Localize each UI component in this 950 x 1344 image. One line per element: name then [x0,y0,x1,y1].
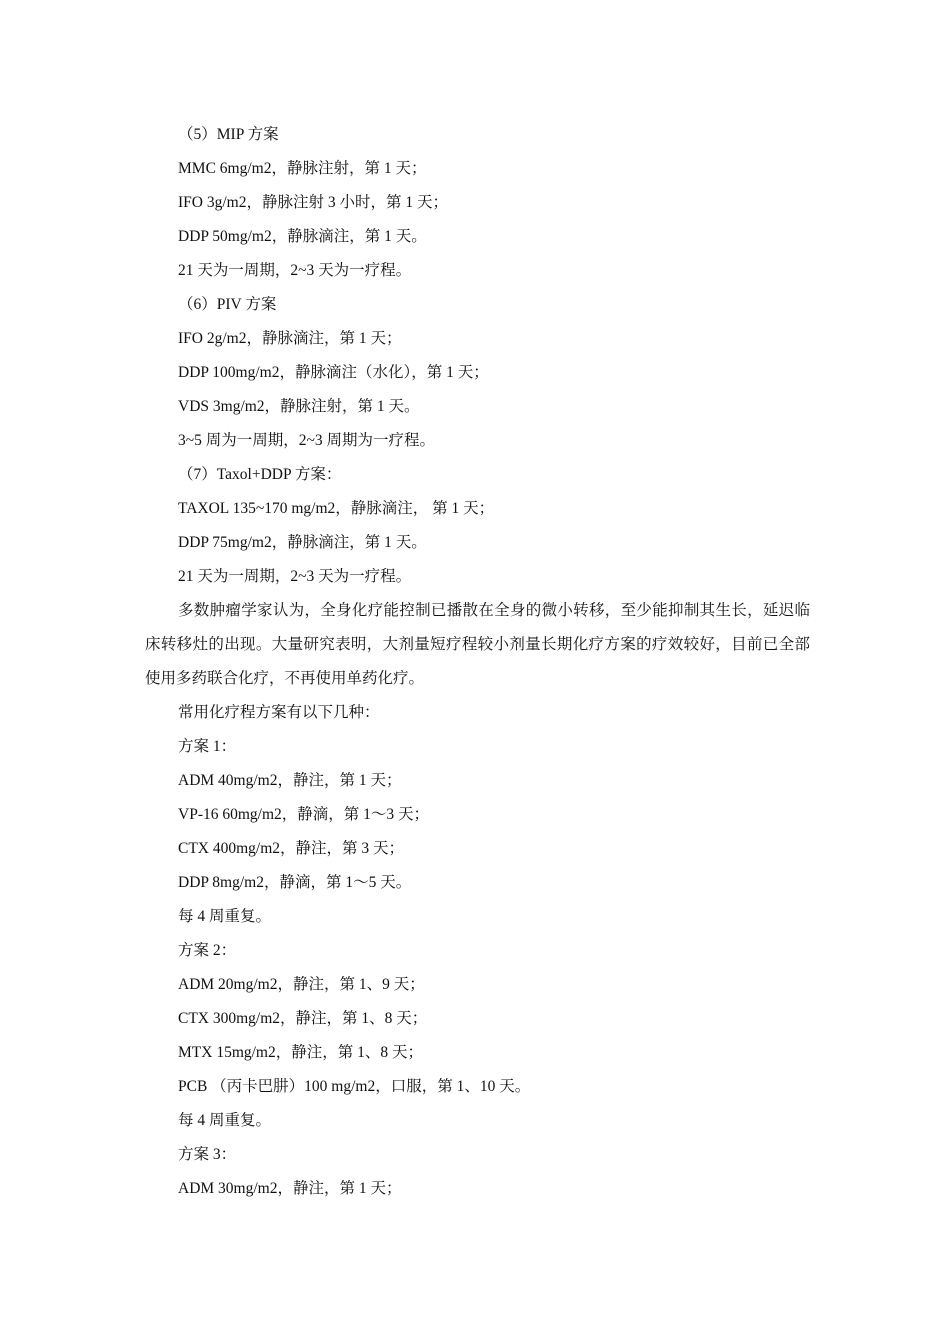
text-line: IFO 3g/m2，静脉注射 3 小时，第 1 天； [178,194,448,211]
text-line: MMC 6mg/m2，静脉注射，第 1 天； [178,160,427,177]
heading-taxol-ddp-regimen: （7）Taxol+DDP 方案： [178,466,342,483]
text-line: 3~5 周为一周期，2~3 周期为一疗程。 [178,432,436,449]
text-line: MTX 15mg/m2，静注，第 1、8 天； [178,1044,423,1061]
body-paragraph: 多数肿瘤学家认为，全身化疗能控制已播散在全身的微小转移，至少能抑制其生长，延迟临床转移灶的出现。大量研究表明，大剂量短疗程较小剂量长期化疗方案的疗效较好，目前已全部使用多药联合化疗，不再使用单药化疗。 [145,602,810,687]
text-line: CTX 300mg/m2，静注，第 1、8 天； [178,1010,428,1027]
text-line: DDP 100mg/m2，静脉滴注（水化），第 1 天； [178,364,489,381]
text-line: DDP 75mg/m2，静脉滴注，第 1 天。 [178,534,427,551]
text-line: DDP 8mg/m2，静滴，第 1～5 天。 [178,874,412,891]
text-line: VP-16 60mg/m2，静滴，第 1～3 天； [178,806,430,823]
text-line: 21 天为一周期，2~3 天为一疗程。 [178,262,412,279]
text-line: 每 4 周重复。 [178,1112,272,1129]
text-line: 每 4 周重复。 [178,908,272,925]
document-body [145,118,810,1206]
text-line: CTX 400mg/m2，静注，第 3 天； [178,840,405,857]
heading-piv-regimen: （6）PIV 方案 [178,296,277,313]
heading-regimen-3: 方案 3： [178,1146,237,1163]
text-line: ADM 30mg/m2，静注，第 1 天； [178,1180,402,1197]
intro-line: 常用化疗程方案有以下几种： [178,704,380,721]
text-line: TAXOL 135~170 mg/m2，静脉滴注， 第 1 天； [178,500,495,517]
text-line: 21 天为一周期，2~3 天为一疗程。 [178,568,412,585]
text-line: IFO 2g/m2，静脉滴注，第 1 天； [178,330,402,347]
text-line: ADM 40mg/m2，静注，第 1 天； [178,772,402,789]
heading-regimen-1: 方案 1： [178,738,237,755]
heading-mip-regimen: （5）MIP 方案 [178,126,279,143]
text-line: DDP 50mg/m2，静脉滴注，第 1 天。 [178,228,427,245]
text-line: VDS 3mg/m2，静脉注射，第 1 天。 [178,398,420,415]
text-line: PCB （丙卡巴肼）100 mg/m2，口服，第 1、10 天。 [178,1078,531,1095]
heading-regimen-2: 方案 2： [178,942,237,959]
text-line: ADM 20mg/m2，静注，第 1、9 天； [178,976,425,993]
